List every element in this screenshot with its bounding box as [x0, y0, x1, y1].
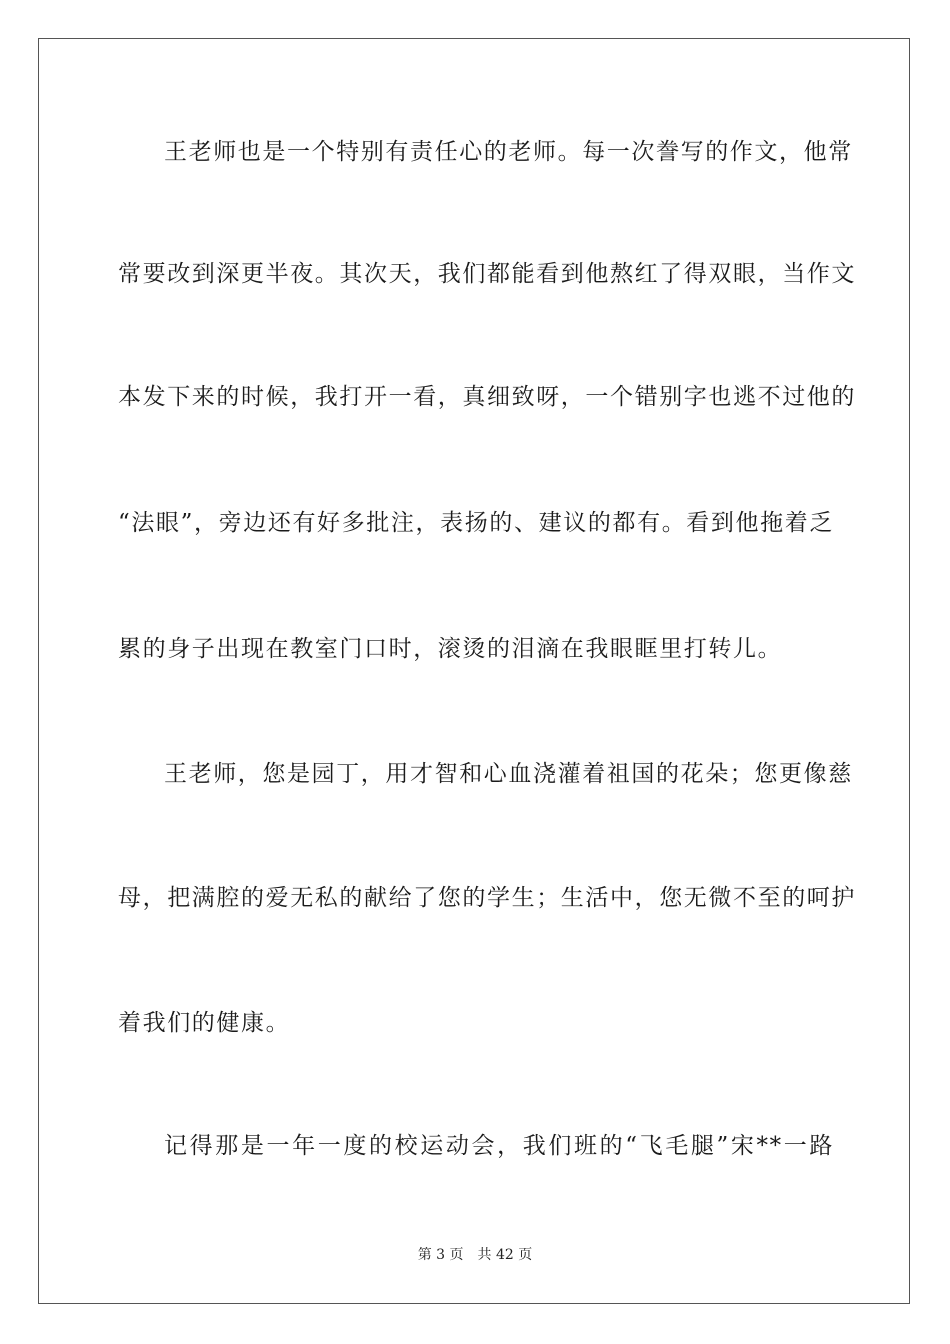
- paragraph-line: 本发下来的时候，我打开一看，真细致呀，一个错别字也逃不过他的: [118, 384, 856, 410]
- paragraph-line: 母，把满腔的爱无私的献给了您的学生；生活中，您无微不至的呵护: [118, 885, 856, 911]
- paragraph-line: 着我们的健康。: [118, 1010, 291, 1036]
- paragraph-line: 记得那是一年一度的校运动会，我们班的“飞毛腿”宋**一路: [164, 1133, 834, 1159]
- page-border: [38, 38, 910, 1304]
- page-footer: [0, 1246, 950, 1264]
- paragraph-line: 累的身子出现在教室门口时，滚烫的泪滴在我眼眶里打转儿。: [118, 636, 783, 662]
- paragraph-line: 王老师也是一个特别有责任心的老师。每一次誊写的作文，他常: [164, 139, 853, 165]
- total-pages: 共 42 页: [477, 1247, 533, 1263]
- page-number: 第 3 页: [417, 1247, 464, 1263]
- paragraph-line: 王老师，您是园丁，用才智和心血浇灌着祖国的花朵；您更像慈: [164, 761, 853, 787]
- paragraph-line: 常要改到深更半夜。其次天，我们都能看到他熬红了得双眼，当作文: [118, 261, 856, 287]
- paragraph-line: “法眼”，旁边还有好多批注，表扬的、建议的都有。看到他拖着乏: [118, 510, 834, 536]
